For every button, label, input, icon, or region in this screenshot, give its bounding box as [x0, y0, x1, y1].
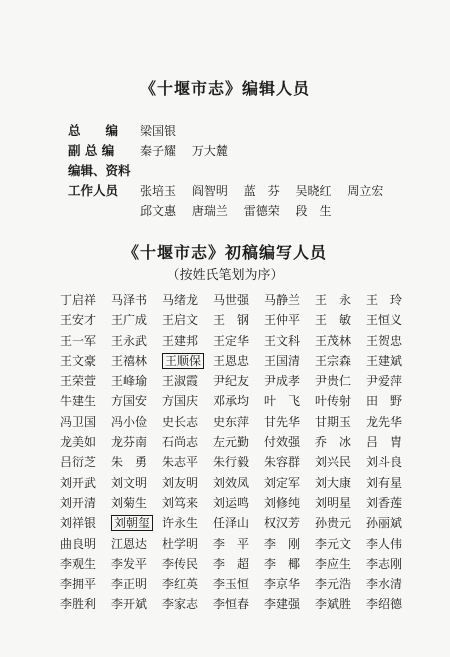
staff-name: 秦子耀 [140, 144, 177, 158]
writer-name: 曲良明 [60, 536, 97, 551]
writer-name: 龙先华 [366, 414, 403, 429]
staff-name: 吴晓红 [295, 184, 332, 198]
staff-row-chief-editor [68, 121, 428, 141]
writer-name: 王 永 [315, 293, 352, 307]
writer-name: 李 超 [213, 556, 250, 571]
writer-name: 李人伟 [366, 536, 403, 551]
writer-name: 刘开清 [60, 495, 97, 510]
draft-writers-subtitle: （按姓氏笔划为序） [166, 268, 284, 283]
writer-name: 尹纪友 [213, 374, 250, 389]
writer-name: 李 椰 [264, 556, 301, 571]
writer-name: 叶传射 [315, 394, 352, 409]
staff-name: 雷德荣 [243, 204, 280, 218]
writer-name: 权汉芳 [264, 516, 301, 531]
writer-name: 李正明 [111, 577, 148, 592]
writer-name: 李玉恒 [213, 577, 250, 592]
staff-name: 周立宏 [347, 184, 384, 198]
writer-name: 王广成 [111, 313, 148, 328]
writer-name: 叶 飞 [264, 394, 301, 409]
writer-name: 李斌胜 [315, 597, 352, 612]
writer-name: 石尚志 [162, 435, 199, 450]
writer-name: 刘菊生 [111, 495, 148, 510]
writer-name: 龙芬南 [111, 435, 148, 450]
writer-name: 王文豪 [60, 353, 97, 368]
writer-name: 李红英 [162, 577, 199, 592]
writer-name: 刘香莲 [366, 495, 403, 510]
writer-name: 田 野 [366, 394, 403, 409]
writer-name: 李传民 [162, 556, 199, 571]
editorial-staff-list [68, 121, 428, 221]
writer-name: 朱容群 [264, 455, 301, 470]
staff-role-label: 编辑、资料 [68, 163, 131, 178]
writer-name: 付效强 [264, 435, 301, 450]
writer-name: 吕衍芝 [60, 455, 97, 470]
writer-name: 马世强 [213, 293, 250, 307]
staff-names [140, 201, 428, 221]
writer-name: 史东萍 [213, 414, 250, 429]
staff-row-workers [68, 181, 428, 201]
writer-name: 刘祥银 [60, 516, 97, 531]
writer-name: 许永生 [162, 516, 199, 531]
writer-name: 王恒义 [366, 313, 403, 328]
writer-name: 王荣萱 [60, 374, 97, 389]
writer-name: 吕 胄 [366, 435, 403, 450]
writer-name: 马静兰 [264, 293, 301, 307]
writer-name: 刘有星 [366, 475, 403, 490]
writer-name: 朱 勇 [111, 455, 148, 470]
writer-name: 刘兴民 [315, 455, 352, 470]
writer-name: 王国清 [264, 353, 301, 368]
writer-name: 王启文 [162, 313, 199, 328]
staff-name: 蓝 芬 [243, 184, 280, 198]
staff-names [140, 181, 428, 201]
writer-name: 王 敏 [315, 313, 352, 328]
writer-name: 刘友明 [162, 475, 199, 490]
writer-name: 王仲平 [264, 313, 301, 328]
writer-name: 王淑霞 [162, 374, 199, 389]
writer-name: 王恩忠 [213, 353, 250, 368]
staff-name: 万大麓 [191, 144, 228, 158]
writer-name: 方国安 [111, 394, 148, 409]
writer-name: 王 玲 [366, 293, 403, 307]
writer-name: 李建强 [264, 597, 301, 612]
writer-name: 王文科 [264, 333, 301, 348]
writer-name: 王定华 [213, 333, 250, 348]
writer-name: 刘斗良 [366, 455, 403, 470]
writer-name: 刘大康 [315, 475, 352, 490]
writer-name: 刘明星 [315, 495, 352, 510]
writer-name: 牛建生 [60, 394, 97, 409]
writer-name: 杜学明 [162, 536, 199, 551]
staff-role-label: 副 总 编 [68, 143, 115, 158]
staff-row-editing-materials [68, 161, 428, 181]
writer-name: 孙丽斌 [366, 516, 403, 531]
writer-name: 冯小俭 [111, 414, 148, 429]
writer-name: 任泽山 [213, 516, 250, 531]
writer-name: 李发平 [111, 556, 148, 571]
writer-name: 刘修纯 [264, 495, 301, 510]
writer-name: 李胜利 [60, 597, 97, 612]
writer-name: 龙美如 [60, 435, 97, 450]
writer-name: 王 钢 [213, 313, 250, 328]
writer-name: 刘运鸣 [213, 495, 250, 510]
writer-name: 王宗森 [315, 353, 352, 368]
writer-name: 李元浩 [315, 577, 352, 592]
writer-name: 李 刚 [264, 536, 301, 551]
writer-name: 李应生 [315, 556, 352, 571]
writer-name: 孙贵元 [315, 516, 352, 531]
writer-name: 马泽书 [111, 293, 148, 307]
writer-name: 朱志平 [162, 455, 199, 470]
writer-name: 刘效凤 [213, 475, 250, 490]
writer-name: 王一军 [60, 333, 97, 348]
writer-name: 李绍德 [366, 597, 403, 612]
writer-name: 刘定军 [264, 475, 301, 490]
draft-writers-title: 《十堰市志》初稿编写人员 [122, 243, 327, 262]
writer-name: 王贺忠 [366, 333, 403, 348]
writer-name: 尹爱萍 [366, 374, 403, 389]
writer-name: 李家志 [162, 597, 199, 612]
staff-row-deputy-editor [68, 141, 428, 161]
writer-name: 乔 冰 [315, 435, 352, 450]
writer-name: 李观生 [60, 556, 97, 571]
staff-role-label: 总 编 [68, 123, 119, 138]
writer-name: 甘期玉 [315, 414, 352, 429]
writer-name: 王安才 [60, 313, 97, 328]
writer-name: 朱行毅 [213, 455, 250, 470]
staff-names [140, 141, 428, 161]
writer-name: 左元勤 [213, 435, 250, 450]
writer-name: 李元文 [315, 536, 352, 551]
writer-name: 王峰瑜 [111, 374, 148, 389]
writer-name: 李开斌 [111, 597, 148, 612]
writer-name: 冯卫国 [60, 414, 97, 429]
writer-name: 刘笃来 [162, 495, 199, 510]
writer-name: 李 平 [213, 536, 250, 551]
writer-name: 李水清 [366, 577, 403, 592]
writer-name: 李志刚 [366, 556, 403, 571]
writer-name: 王建斌 [366, 353, 403, 368]
writer-name: 尹贵仁 [315, 374, 352, 389]
writer-name: 李京华 [264, 577, 301, 592]
staff-row-workers-continued [68, 201, 428, 221]
writer-name: 刘开武 [60, 475, 97, 490]
writer-name: 方国庆 [162, 394, 199, 409]
writer-name: 马绪龙 [162, 293, 199, 307]
writer-name: 尹成孝 [264, 374, 301, 389]
editorial-staff-title: 《十堰市志》编辑人员 [139, 79, 310, 98]
staff-name: 段 生 [295, 204, 332, 218]
staff-name: 阎智明 [191, 184, 228, 198]
writer-name: 王建邦 [162, 333, 199, 348]
writer-name: 王禧林 [111, 353, 148, 368]
writers-name-grid [60, 290, 420, 615]
staff-name: 邱文惠 [140, 204, 177, 218]
staff-role-label: 工作人员 [68, 183, 119, 198]
writer-name: 史长志 [162, 414, 199, 429]
staff-name: 梁国银 [140, 124, 177, 138]
writer-name-boxed: 刘朝玺 [111, 513, 162, 533]
writer-name: 王茂林 [315, 333, 352, 348]
writer-name: 刘文明 [111, 475, 148, 490]
staff-names [140, 121, 428, 141]
staff-name: 唐瑞兰 [191, 204, 228, 218]
writer-name: 李恒春 [213, 597, 250, 612]
writer-name: 邓承均 [213, 394, 250, 409]
writer-name: 李拥平 [60, 577, 97, 592]
writer-name: 丁启祥 [60, 293, 97, 307]
writer-name: 江恩达 [111, 536, 148, 551]
writer-name-boxed: 王顺保 [162, 351, 213, 371]
writer-name: 王永武 [111, 333, 148, 348]
writer-name: 甘先华 [264, 414, 301, 429]
staff-name: 张培玉 [140, 184, 177, 198]
